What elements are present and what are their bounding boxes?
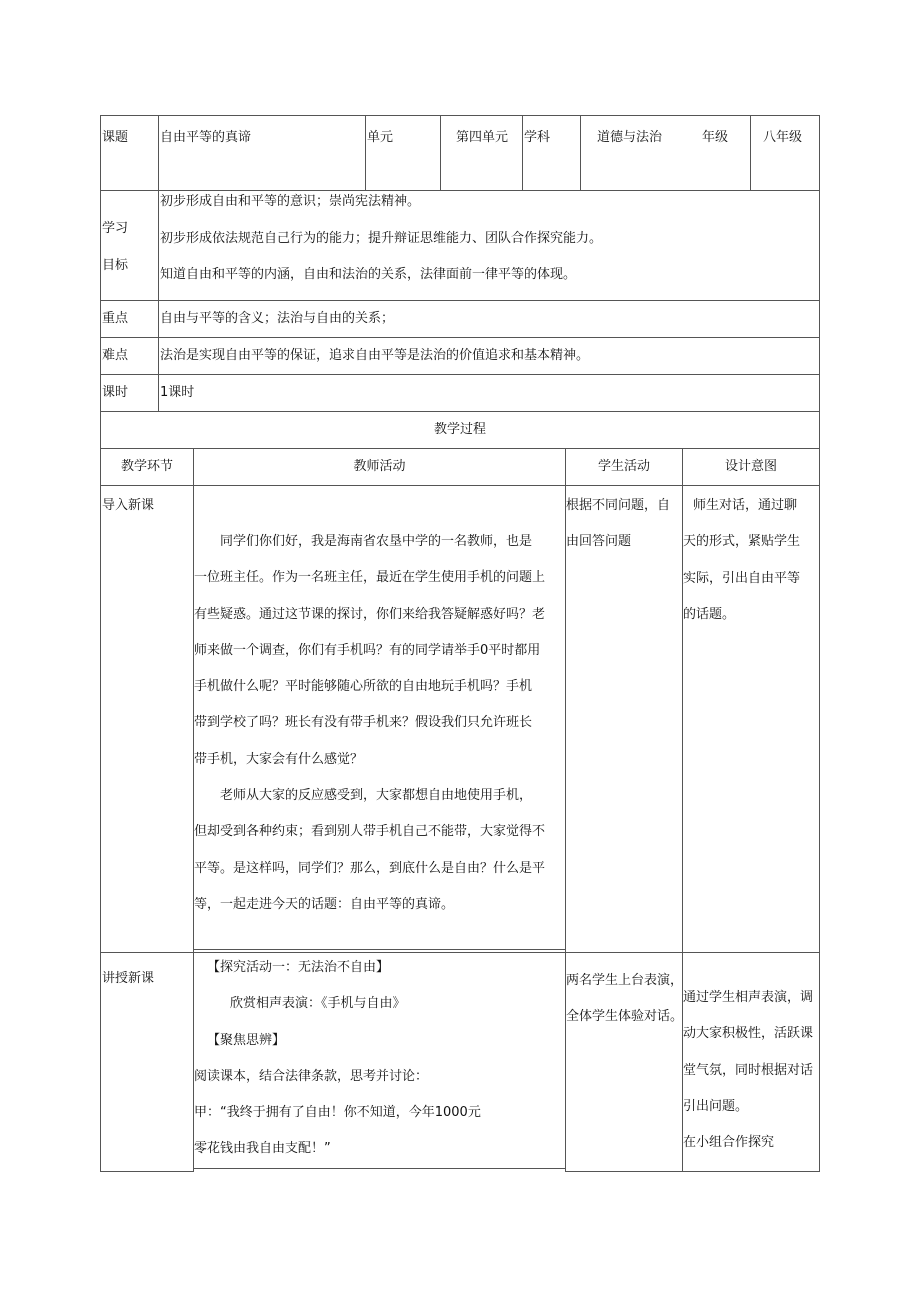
stage-cell (100, 485, 194, 953)
goals-label-1: 学习 (102, 221, 129, 236)
difficulty-label-cell (100, 337, 159, 375)
process-title: 教学过程 (433, 422, 486, 437)
student-line: 根据不同问题，自 (566, 498, 671, 513)
goals-label-2: 目标 (102, 258, 129, 273)
intent-line: 引出问题。 (683, 1098, 749, 1114)
key-point: 自由与平等的含义；法治与自由的关系； (160, 311, 395, 326)
col-stage (100, 448, 194, 486)
unit: 第四单元 (456, 130, 509, 145)
teacher-line: 零花钱由我自由支配！” (194, 1141, 331, 1157)
stage: 导入新课 (102, 498, 155, 513)
subject-label: 学科 (524, 130, 551, 145)
intent-line: 通过学生相声表演，调 (683, 990, 814, 1005)
teacher-line: 【探究活动一：无法治不自由】 (207, 960, 390, 975)
teacher-line: 但却受到各种约束；看到别人带手机自己不能带，大家觉得不 (194, 824, 546, 840)
teacher-line: 等，一起走进今天的话题：自由平等的真谛。 (194, 896, 455, 912)
teacher-line: 【聚焦思辨】 (207, 1032, 286, 1048)
student-activity-cell (565, 952, 683, 1172)
grade: 八年级 (763, 130, 803, 145)
goals-cell (158, 190, 820, 301)
goals-label-cell (100, 190, 159, 301)
intent-cell (682, 485, 820, 953)
teacher-line: 平等。是这样吗，同学们？那么，到底什么是自由？什么是平 (194, 860, 546, 876)
topic-label-cell (100, 115, 159, 191)
grade-label: 年级 (702, 130, 729, 145)
teacher-line: 带手机，大家会有什么感觉？ (194, 751, 364, 767)
teacher-line: 阅读课本，结合法律条款，思考并讨论： (194, 1068, 429, 1084)
col-intent (682, 448, 820, 486)
subject: 道德与法治 (597, 130, 663, 145)
process-title-cell (100, 411, 820, 449)
intent-line: 天的形式，紧贴学生 (683, 534, 801, 550)
teacher-line: 欣赏相声表演：《手机与自由》 (230, 996, 406, 1012)
teacher-line: 有些疑惑。通过这节课的探讨，你们来给我答疑解惑好吗？老 (194, 606, 546, 622)
stage-cell (100, 952, 194, 1172)
teacher-line: 同学们你们好，我是海南省农垦中学的一名教师，也是 (220, 534, 533, 549)
col-teacher-label: 教师活动 (353, 459, 406, 474)
student-line: 全体学生体验对话。 (566, 1009, 684, 1025)
topic-cell (158, 115, 366, 191)
col-teacher (193, 448, 566, 486)
unit-label: 单元 (367, 130, 394, 145)
difficulty: 法治是实现自由平等的保证，追求自由平等是法治的价值追求和基本精神。 (160, 348, 590, 363)
teacher-activity-cell (193, 949, 566, 1169)
unit-label-cell (365, 115, 441, 191)
subject-label-cell (522, 115, 581, 191)
goal-item: 初步形成自由和平等的意识；崇尚宪法精神。 (160, 194, 421, 209)
teacher-activity-cell (193, 485, 566, 953)
difficulty-label: 难点 (102, 348, 129, 363)
unit-cell (440, 115, 523, 191)
topic: 自由平等的真谛 (160, 130, 252, 145)
goal-item: 初步形成依法规范自己行为的能力；提升辩证思维能力、团队合作探究能力。 (160, 231, 603, 246)
col-student-label: 学生活动 (597, 459, 650, 474)
key-point-label: 重点 (102, 311, 129, 326)
intent-line: 师生对话，通过聊 (693, 498, 798, 513)
intent-line: 堂气氛，同时根据对话 (683, 1062, 814, 1078)
stage: 讲授新课 (102, 971, 155, 986)
teacher-line: 老师从大家的反应感受到，大家都想自由地使用手机， (220, 788, 533, 804)
difficulty-cell (158, 337, 820, 375)
intent-line: 实际，引出自由平等 (683, 570, 801, 586)
intent-line: 在小组合作探究 (683, 1135, 775, 1151)
subject-cell (580, 115, 751, 191)
student-line: 由回答问题 (566, 534, 632, 550)
goal-item: 知道自由和平等的内涵，自由和法治的关系，法律面前一律平等的体现。 (160, 267, 577, 282)
hours: 1课时 (160, 385, 195, 400)
intent-line: 动大家积极性，活跃课 (683, 1026, 814, 1042)
col-student (565, 448, 683, 486)
topic-label: 课题 (102, 130, 129, 145)
student-line: 两名学生上台表演， (566, 973, 684, 988)
teacher-line: 一位班主任。作为一名班主任，最近在学生使用手机的问题上 (194, 570, 546, 586)
key-point-cell (158, 300, 820, 338)
teacher-line: 甲：“我终于拥有了自由！你不知道，今年1000元 (194, 1105, 481, 1121)
col-intent-label: 设计意图 (724, 459, 777, 474)
grade-cell (750, 115, 820, 191)
hours-label-cell (100, 374, 159, 412)
hours-label: 课时 (102, 385, 129, 400)
hours-cell (158, 374, 820, 412)
teacher-line: 师来做一个调查，你们有手机吗？有的同学请举手0平时都用 (194, 642, 541, 658)
col-stage-label: 教学环节 (120, 459, 173, 474)
key-point-label-cell (100, 300, 159, 338)
teacher-line: 带到学校了吗？班长有没有带手机来？假设我们只允许班长 (194, 715, 533, 731)
intent-cell (682, 952, 820, 1172)
student-activity-cell (565, 485, 683, 953)
intent-line: 的话题。 (683, 606, 736, 622)
teacher-line: 手机做什么呢？平时能够随心所欲的自由地玩手机吗？手机 (194, 679, 533, 695)
